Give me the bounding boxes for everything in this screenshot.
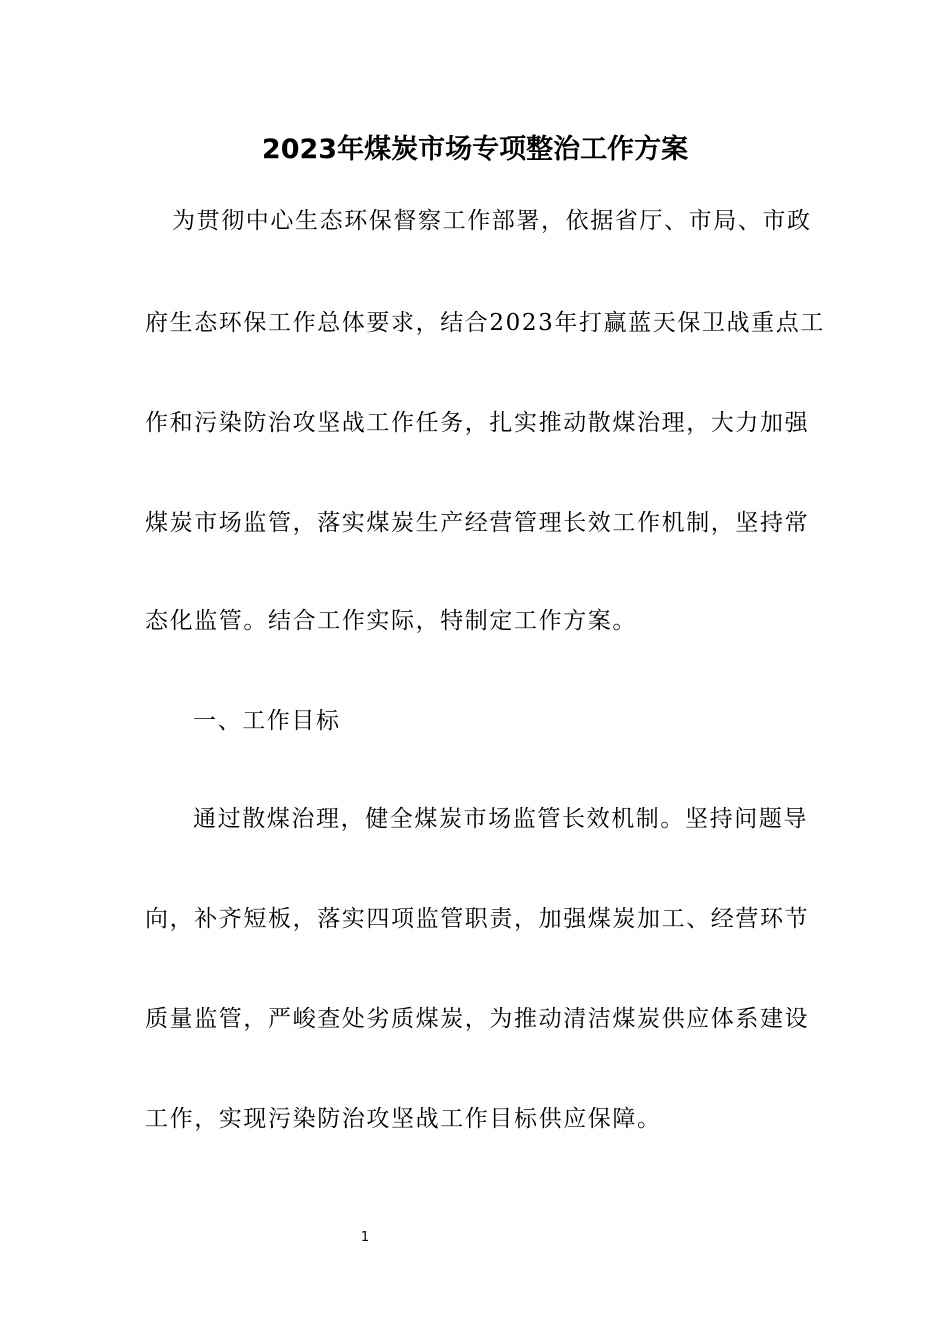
paragraph-line: 向，补齐短板，落实四项监管职责，加强煤炭加工、经营环节 xyxy=(145,906,810,932)
paragraph-line: 通过散煤治理，健全煤炭市场监管长效机制。坚持问题导 xyxy=(193,806,808,832)
paragraph-line: 态化监管。结合工作实际，特制定工作方案。 xyxy=(145,608,637,634)
paragraph-line: 煤炭市场监管，落实煤炭生产经营管理长效工作机制，坚持常 xyxy=(145,510,810,536)
page-number: 1 xyxy=(360,1230,370,1245)
paragraph-line: 府生态环保工作总体要求，结合2023年打赢蓝天保卫战重点工 xyxy=(145,310,825,336)
document-title: 2023年煤炭市场专项整治工作方案 xyxy=(261,134,689,165)
section-heading: 一、工作目标 xyxy=(193,708,341,734)
paragraph-line: 工作，实现污染防治攻坚战工作目标供应保障。 xyxy=(145,1106,662,1132)
paragraph-line: 作和污染防治攻坚战工作任务，扎实推动散煤治理，大力加强 xyxy=(145,410,810,436)
paragraph-line: 质量监管，严峻查处劣质煤炭，为推动清洁煤炭供应体系建设 xyxy=(145,1006,810,1032)
paragraph-line: 为贯彻中心生态环保督察工作部署，依据省厅、市局、市政 xyxy=(172,208,812,234)
